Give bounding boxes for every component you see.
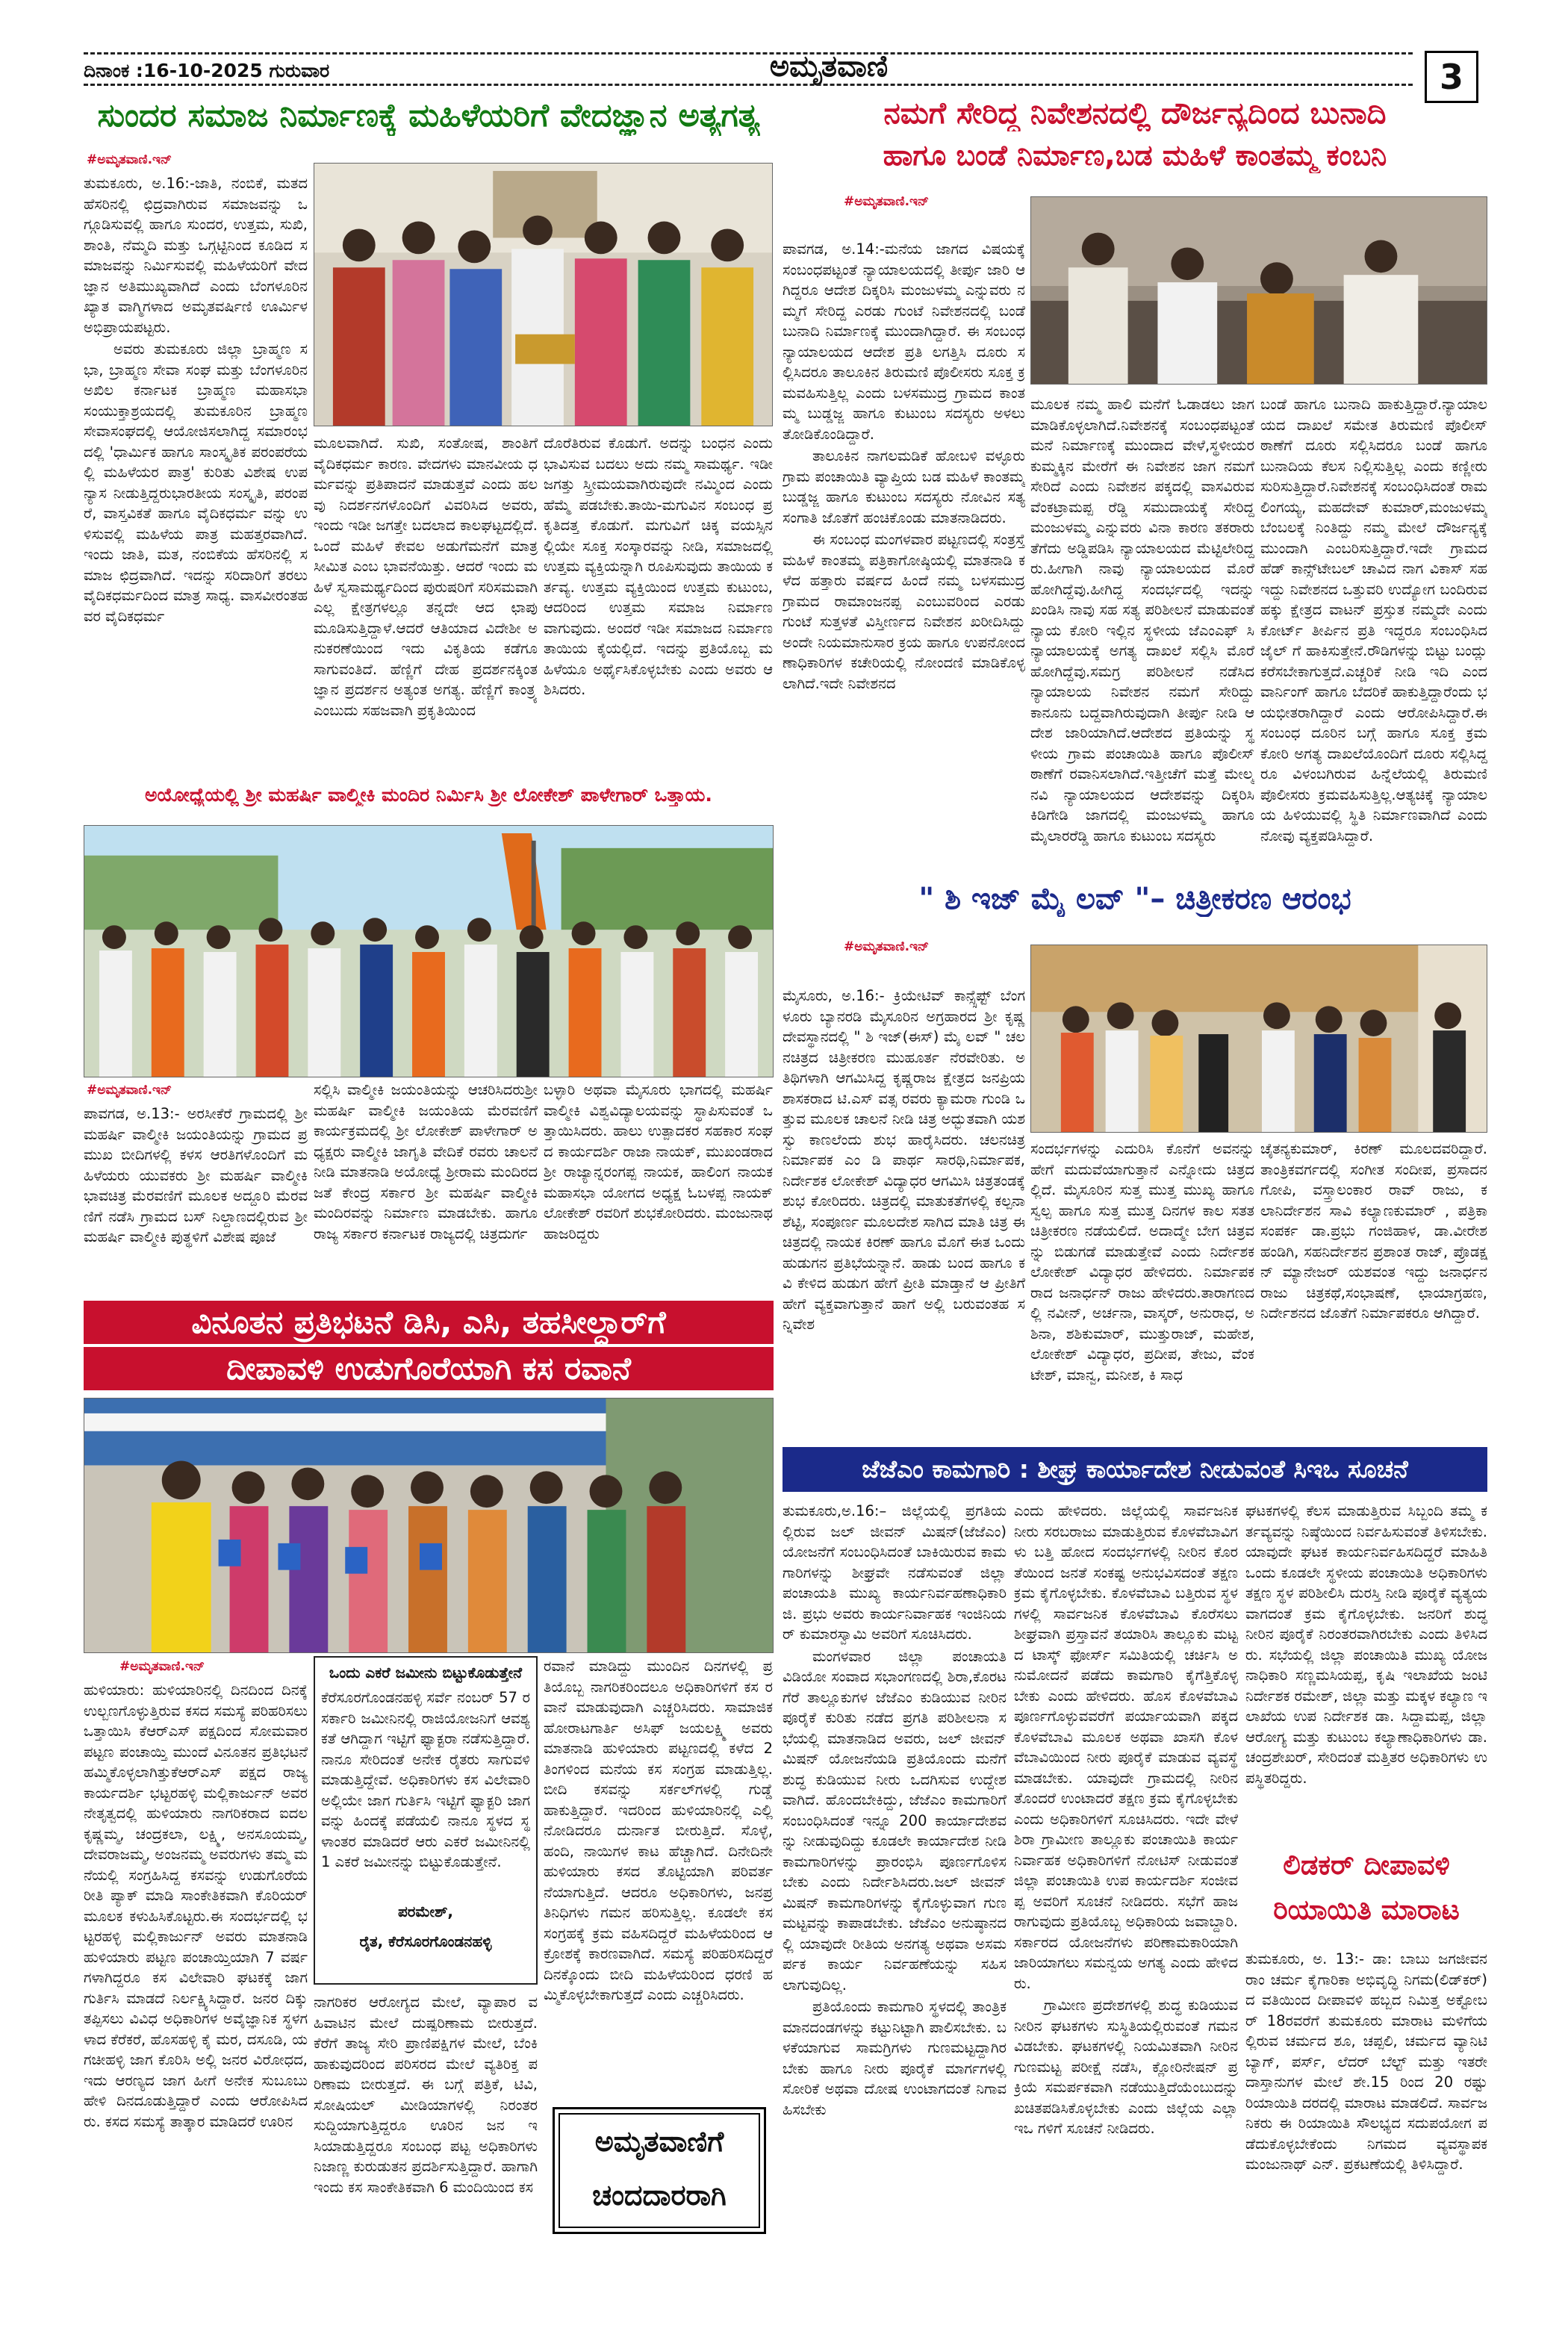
sidebar-box-body: ಕೆರೆಸೂರಗೊಂಡನಹಳ್ಳಿ ಸರ್ವೆ ನಂಬರ್ 57 ರ ಸರ್ಕಾರಿ ಜಮೀನಿನಲ್ಲಿ ರಾಜಿಯೋಜನಿಗೆ ಆವಶ್ಯಕತೆ ಆಗಿದ್ದಾಗ ಇಟ್ಟಿಗೆ ಫ್ಯಾಕ್ಟರಾ ನಡೆಸುತ್ತಿದ್ದಾರೆ. ನಾನೂ ಸೇರಿದಂತೆ ಅನೇಕ ರೈತರು ಸಾಗುವಳಿ ಮಾಡುತ್ತಿದ್ದೇವೆ. ಅಧಿಕಾರಿಗಳು ಕಸ ವಿಲೇವಾರಿ ಅಲ್ಲಿಯೇ ಜಾಗ ಗುರ್ತಿಸಿ ಇಟ್ಟಿಗೆ ಫ್ಯಾಕ್ಟರಿ ಜಾಗವನ್ನು ಹಿಂದಕ್ಕೆ ಪಡೆಯಲಿ ನಾನೂ ಸ್ಥಳದ ಸ್ಥಳಾಂತರ ಮಾಡಿದರೆ ಆರು ಎಕರೆ ಜಮೀನಿನಲ್ಲಿ 1 ಎಕರೆ ಜಮೀನನ್ನು ಬಿಟ್ಟುಕೊಡುತ್ತೇನೆ. (321, 1689, 530, 1870)
issue-date: ದಿನಾಂಕ :16-10-2025 ಗುರುವಾರ (84, 60, 330, 81)
article5-col1: ಮೈಸೂರು, ಅ.16:- ಕ್ರಿಯೇಟಿವ್ ಕಾನ್ಸ್ಸೆಪ್ಟ್ ಬೆಂಗಳೂರು ಬ್ಯಾನರಡಿ ಮೈಸೂರಿನ ಅಗ್ರಹಾರದ ಶ್ರೀ ಕೃಷ್ಣ ದೇವಸ್ಥಾನದಲ್ಲಿ " ಶಿ ಇಜ್(ಈಸ್) ಮೈ ಲವ್ " ಚಲನಚಿತ್ರದ ಚಿತ್ರೀಕರಣ ಮುಹೂರ್ತ ನೆರವೇರಿತು. ಅತಿಥಿಗಳಾಗಿ ಆಗಮಿಸಿದ್ದ ಕೃಷ್ಣರಾಜ ಕ್ಷೇತ್ರದ ಜನಪ್ರಿಯ ಶಾಸಕರಾದ ಟಿ.ಎಸ್ ವತ್ಸ ರವರು ಕ್ಯಾಮರಾ ಗುಂಡಿ ಒತ್ತುವ ಮೂಲಕ ಚಾಲನೆ ನೀಡಿ ಚಿತ್ರ ಅದ್ಭುತವಾಗಿ ಯಶಸ್ವು ಕಾಣಲೆಂದು ಶುಭ ಹಾರೈಸಿದರು. ಚಲನಚಿತ್ರ ನಿರ್ಮಾಪಕ ಎಂ ಡಿ ಪಾರ್ಥ ಸಾರಥಿ,ನಿರ್ಮಾಪಕ,ನಿರ್ದೇಶಕ ಲೋಕೇಶ್ ವಿದ್ಯಾಧರ ಆಗಮಿಸಿ ಚಿತ್ರತಂಡಕ್ಕೆ ಶುಭ ಕೋರಿದರು. ಚಿತ್ರದಲ್ಲಿ ಮಾತುಕತೆಗಳಲ್ಲಿ ಕಲ್ಪನಾ ಶೆಟ್ಟಿ, ಸಂಪೂರ್ಣ ಮೂಲದೇಶ ಸಾಗಿದ ಮಾತಿ ಚಿತ್ರ ಈ ಚಿತ್ರದಲ್ಲಿ ನಾಯಕ ಕಿರಣ್ ಹಾಗೂ ಮೊಗೆ ಈತ ಒಂದು ಹುಡುಗನ ಪ್ರತಿಭೆಯನ್ನಾನೆ. ಹಾಡು ಬಂದ ಹಾಗೂ ಕವಿ ಕೇಳಿದ ಹುಡುಗ ಹೇಗೆ ಪ್ರೀತಿ ಮಾಡ್ತಾನೆ ಆ ಪ್ರೀತಿಗೆ ಹೇಗೆ ವ್ಯಕ್ತವಾಗುತ್ತಾನೆ ಹಾಗೆ ಅಲ್ಲಿ ಬರುವಂತಹ ಸನ್ನಿವೇಶ (783, 987, 1025, 1333)
sidebar-box-title: ಒಂದು ಎಕರೆ ಜಮೀನು ಬಿಟ್ಟುಕೊಡುತ್ತೇನೆ (329, 1664, 523, 1681)
newspaper-name: ಅಮೃತವಾಣಿ (769, 49, 889, 84)
article6-col3: ಘಟಕಗಳಲ್ಲಿ ಕೆಲಸ ಮಾಡುತ್ತಿರುವ ಸಿಬ್ಬಂದಿ ತಮ್ಮ ಕರ್ತವ್ಯವನ್ನು ನಿಷ್ಠೆಯಿಂದ ನಿರ್ವಹಿಸುವಂತೆ ತಿಳಿಸಬೇಕು.ಯಾವುದೇ ಘಟಕ ಕಾರ್ಯನಿರ್ವಹಿಸದಿದ್ದರೆ ಮಾಹಿತಿ ಒಂದು ಕೂಡಲೇ ಸ್ಥಳೀಯ ಪಂಚಾಯಿತಿ ಅಧಿಕಾರಿಗಳು ತಕ್ಷಣ ಸ್ಥಳ ಪರಿಶೀಲಿಸಿ ದುರಸ್ತಿ ನೀಡಿ ಪೂರೈಕೆ ವ್ಯತ್ಯಯವಾಗದಂತೆ ಕ್ರಮ ಕೈಗೊಳ್ಳಬೇಕು. ಜನರಿಗೆ ಶುದ್ಧ ನೀರಿನ ಪೂರೈಕೆ ನಿರಂತರವಾಗಿರಬೇಕು ಎಂದು ತಿಳಿಸಿದರು. ಸಭೆಯಲ್ಲಿ ಜಿಲ್ಲಾ ಪಂಚಾಯಿತಿ ಮುಖ್ಯ ಯೋಜನಾಧಿಕಾರಿ ಸಣ್ಣಮಸಿಯಪ್ಪ, ಕೃಷಿ ಇಲಾಖೆಯ ಜಂಟಿ ನಿರ್ದೇಶಕ ರಮೇಶ್, ಜಿಲ್ಲಾ ಮತ್ತು ಮಕ್ಕಳ ಕಲ್ಯಾಣ ಇಲಾಖೆಯ ಉಪ ನಿರ್ದೇಶಕ ಡಾ. ಸಿದ್ದಾಮಪ್ಪ, ಜಿಲ್ಲಾ ಆರೋಗ್ಯ ಮತ್ತು ಕುಟುಂಬ ಕಲ್ಯಾಣಾಧಿಕಾರಿಗಳು ಡಾ. ಚಂದ್ರಶೇಖರ್, ಸೇರಿದಂತೆ ಮತ್ತಿತರ ಅಧಿಕಾರಿಗಳು ಉಪಸ್ಥಿತರಿದ್ದರು. (1245, 1502, 1487, 1787)
article2-photo (84, 825, 774, 1077)
article4-col2: ಮೂಲಕ ನಮ್ಮ ಹಾಲಿ ಮನೆಗೆ ಓಡಾಡಲು ಜಾಗ ಮಾಡಿಕೊಳ್ಳಲಾಗಿದೆ.ನಿವೇಶನಕ್ಕೆ ಸಂಬಂಧಪಟ್ಟಂತೆ ಮನೆ ನಿರ್ಮಾಣಕ್ಕೆ ಮುಂದಾದ ವೇಳೆ,ಸ್ಥಳೀಯರ ಕುಮ್ಮಕ್ಕಿನ ಮೇರೆಗೆ ಈ ನಿವೇಶನ ಜಾಗ ನಮಗೆ ಸೇರಿದೆ ಎಂದು ನಿವೇಶನ ಪಕ್ಕದಲ್ಲಿ ವಾಸವಿರುವ ವೆಂಕಟ್ರಾಮಪ್ಪ ರೆಡ್ಡಿ ಸಮುದಾಯಕ್ಕೆ ಸೇರಿದ್ದ ಮಂಜುಳಮ್ಮ ಎನ್ನುವರು ವಿನಾ ಕಾರಣ ತಕರಾರು ತೆಗೆದು ಅಡ್ಡಿಪಡಿಸಿ ನ್ಯಾಯಾಲಯದ ಮೆಟ್ಟಿಲೇರಿದ್ದರು.ಹೀಗಾಗಿ ನಾವು ನ್ಯಾಯಾಲಯದ ಮೊರೆ ಹೋಗಿದ್ದೆವು.ಹೀಗಿದ್ದ ಸಂದರ್ಭದಲ್ಲಿ ಇದನ್ನು ಖಂಡಿಸಿ ನಾವು ಸಹ ಸತ್ಯ ಪರಿಶೀಲನೆ ಮಾಡುವಂತೆ ನ್ಯಾಯ ಕೋರಿ ಇಲ್ಲಿನ ಸ್ಥಳೀಯ ಜೆಎಂಎಫ್ ಸಿ ನ್ಯಾಯಾಲಯಕ್ಕೆ ಅಗತ್ಯ ದಾಖಲೆ ಸಲ್ಲಿಸಿ ಮೊರೆ ಹೋಗಿದ್ದೆವು.ಸಮಗ್ರ ಪರಿಶೀಲನೆ ನಡೆಸಿದ ನ್ಯಾಯಾಲಯ ನಿವೇಶನ ನಮಗೆ ಸೇರಿದ್ದು ಕಾನೂನು ಬದ್ದವಾಗಿರುವುದಾಗಿ ತೀರ್ಪು ನೀಡಿ ಆದೇಶ ಜಾರಿಯಾಗಿದೆ.ಆದೇಶದ ಪ್ರತಿಯನ್ನು ಸ್ಥಳೀಯ ಗ್ರಾಮ ಪಂಚಾಯಿತಿ ಹಾಗೂ ಪೊಲೀಸ್ ಠಾಣೆಗೆ ರವಾನಿಸಲಾಗಿದೆ.ಇತ್ತೀಚೆಗೆ ಮತ್ತೆ ಮೇಲ್ಮನವಿ ನ್ಯಾಯಾಲಯದ ಆದೇಶವನ್ನು ದಿಕ್ಕರಿಸಿ ಕಿಡಿಗೇಡಿ ಜಾಗದಲ್ಲಿ ಮಂಜುಳಮ್ಮ ಹಾಗೂ ಮೈಲಾರರೆಡ್ಡಿ ಹಾಗೂ ಕುಟುಂಬ ಸದಸ್ಯರು (1030, 396, 1254, 844)
subscribe-promo (553, 2107, 766, 2234)
article6-para5: ಗ್ರಾಮೀಣ ಪ್ರದೇಶಗಳಲ್ಲಿ ಶುದ್ಧ ಕುಡಿಯುವ ನೀರಿನ ಘಟಕಗಳು ಸುಸ್ಥಿತಿಯಲ್ಲಿರುವಂತೆ ಗಮನವಿಡಬೇಕು. ಘಟಕಗಳಲ್ಲಿ ನಿಯಮಿತವಾಗಿ ನೀರಿನ ಗುಣಮಟ್ಟ ಪರೀಕ್ಷೆ ನಡೆಸಿ, ಕ್ಲೋರಿನೇಷನ್ ಪ್ರಕ್ರಿಯೆ ಸಮರ್ಪಕವಾಗಿ ನಡೆಯುತ್ತಿದೆಯೆಂಬುದನ್ನು ಖಚಿತಪಡಿಸಿಕೊಳ್ಳಬೇಕು ಎಂದು ಜಿಲ್ಲೆಯ ಎಲ್ಲಾ ಇಒ ಗಳಿಗೆ ಸೂಚನೆ ನೀಡಿದರು. (1014, 1997, 1238, 2137)
article1-tag: #ಅಮೃತವಾಣಿ.ಇನ್ (87, 152, 172, 167)
article5-tag: #ಅಮೃತವಾಣಿ.ಇನ್ (844, 939, 930, 954)
article3-headline-line1: ವಿನೂತನ ಪ್ರತಿಭಟನೆ ಡಿಸಿ, ಎಸಿ, ತಹಸೀಲ್ದಾರ್‌ಗೆ (84, 1301, 774, 1344)
article4-tag: #ಅಮೃತವಾಣಿ.ಇನ್ (844, 194, 930, 209)
article3-tag: #ಅಮೃತವಾಣಿ.ಇನ್ (119, 1659, 205, 1674)
article3-col3: ರವಾನೆ ಮಾಡಿದ್ದು ಮುಂದಿನ ದಿನಗಳಲ್ಲಿ ಪ್ರತಿಯೊಬ್ಬ ನಾಗರಿಕರಿಂದಲೂ ಅಧಿಕಾರಿಗಳಿಗೆ ಕಸ ರವಾನೆ ಮಾಡುವುದಾಗಿ ಎಚ್ಚರಿಸಿದರು. ಸಾಮಾಜಿಕ ಹೋರಾಟಗಾರ್ತಿ ಅಸಿಫ್‌ ಜಯಲಕ್ಷ್ಮಿ ಅವರು ಮಾತನಾಡಿ ಹುಳಿಯಾರು ಪಟ್ಟಣದಲ್ಲಿ ಕಳೆದ 2 ತಿಂಗಳಿಂದ ಮನೆಯ ಕಸ ಸಂಗ್ರಹ ಮಾಡುತ್ತಿಲ್ಲ. ಬೀದಿ ಕಸವನ್ನು ಸರ್ಕಲ್‌ಗಳಲ್ಲಿ ಗುಡ್ಡೆ ಹಾಕುತ್ತಿದ್ದಾರೆ. ಇದರಿಂದ ಹುಳಿಯಾರಿನಲ್ಲಿ ಎಲ್ಲಿ ನೋಡಿದರೂ ದುರ್ನಾತ ಬೀರುತ್ತಿದೆ. ಸೊಳ್ಳೆ, ಹಂದಿ, ನಾಯಿಗಳ ಕಾಟ ಹೆಚ್ಚಾಗಿದೆ. ದಿನೇದಿನೇ ಹುಳಿಯಾರು ಕಸದ ತೊಟ್ಟಿಯಾಗಿ ಪರಿವರ್ತನೆಯಾಗುತ್ತಿದೆ. ಆದರೂ ಅಧಿಕಾರಿಗಳು, ಜನಪ್ರತಿನಿಧಿಗಳು ಗಮನ ಹರಿಸುತ್ತಿಲ್ಲ. ಕೂಡಲೇ ಕಸ ಸಂಗ್ರಹಕ್ಕೆ ಕ್ರಮ ವಹಿಸದಿದ್ದರೆ ಮಹಿಳೆಯರಿಂದ ಆಕ್ರೋಶಕ್ಕೆ ಕಾರಣವಾಗಿದೆ. ಸಮಸ್ಯೆ ಪರಿಹರಿಸದಿದ್ದರೆ ದಿನಕ್ಕೊಂದು ಬೀದಿ ಮಹಿಳೆಯರಿಂದ ಧರಣಿ ಹಮ್ಮಿಕೊಳ್ಳಬೇಕಾಗುತ್ತದೆ ಎಂದು ಎಚ್ಚರಿಸಿದರು. (544, 1658, 773, 2003)
article3-col2: ನಾಗರಿಕರ ಆರೋಗ್ಯದ ಮೇಲೆ, ವ್ಯಾಪಾರ ವಹಿವಾಟಿನ ಮೇಲೆ ದುಷ್ಪರಿಣಾಮ ಬೀರುತ್ತದೆ. ಕೆರೆಗೆ ತಾಜ್ಯ ಸೇರಿ ಪ್ರಾಣಿಪಕ್ಷಿಗಳ ಮೇಲೆ, ಬೆಂಕಿ ಹಾಕುವುದರಿಂದ ಪರಿಸರದ ಮೇಲೆ ವ್ಯತಿರಿಕ್ತ ಪರಿಣಾಮ ಬೀರುತ್ತದೆ. ಈ ಬಗ್ಗೆ ಪತ್ರಿಕೆ, ಟಿವಿ, ಸೋಷಿಯಲ್ ಮೀಡಿಯಾಗಳಲ್ಲಿ ನಿರಂತರ ಸುದ್ದಿಯಾಗುತ್ತಿದ್ದರೂ ಊರಿನ ಜನ ಇಸಿಯಾಡುತ್ತಿದ್ದರೂ ಸಂಬಂಧ ಪಟ್ಟ ಅಧಿಕಾರಿಗಳು ನಿಜಾಣ್ಣ ಕುರುಡುತನ ಪ್ರದರ್ಶಿಸುತ್ತಿದ್ದಾರೆ. ಹಾಗಾಗಿ ಇಂದು ಕಸ ಸಾಂಕೇತಿಕವಾಗಿ 6 ಮಂದಿಯಿಂದ ಕಸ (314, 1994, 538, 2196)
article3-col1: ಹುಳಿಯಾರು: ಹುಳಿಯಾರಿನಲ್ಲಿ ದಿನದಿಂದ ದಿನಕ್ಕೆ ಉಲ್ಬಣಗೊಳ್ಳುತ್ತಿರುವ ಕಸದ ಸಮಸ್ಯೆ ಪರಿಹರಿಸಲು ಒತ್ತಾಯಿಸಿ ಕೆಆರ್‌ಎಸ್ ಪಕ್ಷದಿಂದ ಸೋಮವಾರ ಪಟ್ಟಣ ಪಂಚಾಯ್ತಿ ಮುಂದೆ ವಿನೂತನ ಪ್ರತಿಭಟನೆ ಹಮ್ಮಿಕೊಳ್ಳಲಾಗಿತ್ತುಕೆಆರ್‌ಎಸ್ ಪಕ್ಷದ ರಾಜ್ಯ ಕಾರ್ಯದರ್ಶಿ ಭಟ್ಟರಹಳ್ಳಿ ಮಲ್ಲಿಕಾರ್ಜುನ್ ಅವರ ನೇತೃತ್ವದಲ್ಲಿ ಹುಳಿಯಾರು ನಾಗರಿಕರಾದ ಐದಲ ಕೃಷ್ಣಮ್ಮ, ಚಂದ್ರಕಲಾ, ಲಕ್ಷ್ಮಿ, ಅನಸೂಯಮ್ಮ, ದೇವರಾಜಮ್ಮ, ಅಂಜನಮ್ಮ ಅವರುಗಳು ತಮ್ಮ ಮನೆಯಲ್ಲಿ ಸಂಗ್ರಹಿಸಿದ್ದ ಕಸವನ್ನು ಉಡುಗೊರೆಯ ರೀತಿ ಪ್ಯಾಕ್ ಮಾಡಿ ಸಾಂಕೇತಿಕವಾಗಿ ಕೊರಿಯರ್ ಮೂಲಕ ಕಳುಹಿಸಿಕೊಟ್ಟರು.ಈ ಸಂದರ್ಭದಲ್ಲಿ ಭಟ್ಟರಹಳ್ಳಿ ಮಲ್ಲಿಕಾರ್ಜುನ್ ಅವರು ಮಾತನಾಡಿ ಹುಳಿಯಾರು ಪಟ್ಟಣ ಪಂಚಾಯ್ತಿಯಾಗಿ 7 ವರ್ಷಗಳಾಗಿದ್ದರೂ ಕಸ ವಿಲೇವಾರಿ ಘಟಕಕ್ಕೆ ಜಾಗ ಗುರ್ತಿಸಿ ಮಾಡದೆ ನಿರ್ಲಕ್ಷ್ಯಿಸಿದ್ದಾರೆ. ಜನರ ದಿಕ್ಕು ತಪ್ಪಿಸಲು ವಿವಿಧ ಅಧಿಕಾರಿಗಳ ಅವೈಜ್ಞಾನಿಕ ಸ್ಥಳಗಳಾದ ಕೆರೆಕರೆ, ಹೊಸಹಳ್ಳಿ ಕೈ ಮರ, ದಸೂಡಿ, ಯಗಚೀಹಳ್ಳಿ ಜಾಗ ಕೊರಿಸಿ ಅಲ್ಲಿ ಜನರ ವಿರೋಧದ, ಇದು ಆರಣ್ಯದ ಜಾಗ ಹೀಗೆ ಅನೇಕ ಸುಬೂಬು ಹೇಳಿ ದಿನದೂಡುತ್ತಿದ್ದಾರೆ ಎಂದು ಆರೋಪಿಸಿದರು. ಕಸದ ಸಮಸ್ಯೆ ತಾತ್ಕಾರ ಮಾಡಿದರೆ ಊರಿನ (84, 1681, 308, 2130)
article2-col2: ಸಲ್ಲಿಸಿ ವಾಲ್ಮೀಕಿ ಜಯಂತಿಯನ್ನು ಆಚರಿಸಿದರುಶ್ರೀ ಮಹರ್ಷಿ ವಾಲ್ಮೀಕಿ ಜಯಂತಿಯ ಮೆರವಣಿಗೆ ಕಾರ್ಯಕ್ರಮದಲ್ಲಿ ಶ್ರೀ ಲೋಕೇಶ್ ಪಾಳೇಗಾರ್ ಅಧ್ಯಕ್ಷರು ವಾಲ್ಮೀಕಿ ಜಾಗೃತಿ ವೇದಿಕೆ ರವರು ಚಾಲನೆ ನೀಡಿ ಮಾತನಾಡಿ ಅಯೋಧ್ಯೆ ಶ್ರೀರಾಮ ಮಂದಿರದ ಜತೆ ಕೇಂದ್ರ ಸರ್ಕಾರ ಶ್ರೀ ಮಹರ್ಷಿ ವಾಲ್ಮೀಕಿ ಮಂದಿರವನ್ನು ನಿರ್ಮಾಣ ಮಾಡಬೇಕು. ಹಾಗೂ ರಾಜ್ಯ ಸರ್ಕಾರ ಕರ್ನಾಟಕ ರಾಜ್ಯದಲ್ಲಿ ಚಿತ್ರದುರ್ಗ (314, 1081, 538, 1242)
article6-para2: ಮಂಗಳವಾರ ಜಿಲ್ಲಾ ಪಂಚಾಯತಿ ವಿಡಿಯೋ ಸಂವಾದ ಸಭಾಂಗಣದಲ್ಲಿ ಶಿರಾ,ಕೊರಟಗೆರೆ ತಾಲ್ಲೂಕುಗಳ ಜೆಜೆಎಂ ಕುಡಿಯುವ ನೀರಿನ ಪೂರೈಕೆ ಕುರಿತು ನಡೆದ ಪ್ರಗತಿ ಪರಿಶೀಲನಾ ಸಭೆಯಲ್ಲಿ ಮಾತನಾಡಿದ ಅವರು, ಜಲ್ ಜೀವನ್ ಮಿಷನ್ ಯೋಜನೆಯಡಿ ಪ್ರತಿಯೊಂದು ಮನೆಗೆ ಶುದ್ಧ ಕುಡಿಯುವ ನೀರು ಒದಗಿಸುವ ಉದ್ದೇಶವಾಗಿದೆ. ಹೊಂದಬೇಕಿದ್ದು, ಜೆಜೆಎಂ ಕಾಮಗಾರಿಗೆ ಸಂಬಂಧಿಸಿದಂತೆ ಇನ್ನೂ 200 ಕಾರ್ಯಾದೇಶವನ್ನು ನೀಡುವುದಿದ್ದು ಕೂಡಲೇ ಕಾರ್ಯಾದೇಶ ನೀಡಿ ಕಾಮಗಾರಿಗಳನ್ನು ಪ್ರಾರಂಭಿಸಿ ಪೂರ್ಣಗೊಳಿಸಬೇಕು ಎಂದು ನಿರ್ದೇಶಿಸಿದರು.ಜಲ್ ಜೀವನ್ ಮಿಷನ್ ಕಾಮಗಾರಿಗಳನ್ನು ಕೈಗೊಳ್ಳುವಾಗ ಗುಣಮಟ್ಟವನ್ನು ಕಾಪಾಡಬೇಕು. ಜೆಜೆಎಂ ಅನುಷ್ಠಾನದಲ್ಲಿ ಯಾವುದೇ ರೀತಿಯ ಅನಗತ್ಯ ಅಥವಾ ಅಸಮರ್ಪಕ ಕಾರ್ಯ ನಿರ್ವಹಣೆಯನ್ನು ಸಹಿಸಲಾಗುವುದಿಲ್ಲ. (783, 1647, 1007, 1994)
sidebar-box-signature-place: ರೈತ, ಕೆರೆಸೂರಗೊಂಡನಹಳ್ಳಿ (359, 1932, 492, 1950)
article4-para3: ಈ ಸಂಬಂಧ ಮಂಗಳವಾರ ಪಟ್ಟಣದಲ್ಲಿ ಸಂತ್ರಸ್ತೆ ಮಹಿಳೆ ಕಾಂತಮ್ಮ ಪತ್ರಿಕಾಗೋಷ್ಠಿಯಲ್ಲಿ ಮಾತನಾಡಿ ಕಳೆದ ಹತ್ತಾರು ವರ್ಷದ ಹಿಂದೆ ನಮ್ಮ ಬಳಸಮುದ್ರ ಗ್ರಾಮದ ರಾಮಾಂಜನಪ್ಪ ಎಂಬುವರಿಂದ ಎರಡು ಗುಂಟೆ ಸುತ್ತಳತೆ ವಿಸ್ತೀರ್ಣದ ನಿವೇಶನ ಖರೀದಿಸಿದ್ದು ಅಂದೇ ನಿಯಮಾನುಸಾರ ಕ್ರಯ ಹಾಗೂ ಉಪನೋಂದಣಾಧಿಕಾರಿಗಳ ಕಚೇರಿಯಲ್ಲಿ ನೋಂದಣಿ ಮಾಡಿಕೊಳ್ಳಲಾಗಿದೆ.ಇದೇ ನಿವೇಶನದ (783, 531, 1025, 692)
article5-headline: " ಶಿ ಇಜ್ ಮೈ ಲವ್ "– ಚಿತ್ರೀಕರಣ ಆರಂಭ (918, 882, 1351, 916)
article3-photo (84, 1398, 774, 1653)
article6-col2 (1014, 1501, 1238, 2255)
article1-photo (314, 163, 773, 426)
article5-col3: ಚೈತನ್ಯಕುಮಾರ್, ಕಿರಣ್ ಮೂಲದವರಿದ್ದಾರೆ. ತಾಂತ್ರಿಕವರ್ಗದಲ್ಲಿ ಸಂಗೀತ ಸಂದೀಪ, ಪ್ರಸಾದನ ಗೋಪಿ, ವಸ್ತ್ರಾಲಂಕಾರ ರಾವ್ ರಾಜು, ಕಲಾನಿರ್ದೇಶನ ಸಾವಿ ಕಲ್ಯಾಣಕುಮಾರ್ , ಪತ್ರಿಕಾ ಸಂಪರ್ಕ ಡಾ.ಪ್ರಭು ಗಂಜಿಹಾಳ, ಡಾ.ವೀರೇಶ ಹಂಡಿಗಿ, ಸಹನಿರ್ದೇಶನ ಪ್ರಶಾಂತ ರಾಜ್, ಪ್ರೊಡಕ್ಷನ್ ಮ್ಯಾನೇಜರ್ ಯಶವಂತ ಇದ್ದು ಜನಾರ್ಧನ ರಾಜು ಚಿತ್ರಕಥೆ,ಸಂಭಾಷಣೆ, ಛಾಯಾಗ್ರಹಣ, ನಿರ್ದೇಶನದ ಜೊತೆಗೆ ನಿರ್ಮಾಪಕರೂ ಆಗಿದ್ದಾರೆ. (1260, 1140, 1487, 1322)
article1-col3: ದೊರೆತಿರುವ ಕೊಡುಗೆ. ಅದನ್ನು ಬಂಧನ ಎಂದು ಭಾವಿಸುವ ಬದಲು ಅದು ನಮ್ಮ ಸಾಮರ್ಥ್ಯ. ಇಡೀ ಜಗತ್ತು ಸ್ತ್ರೀಮಯವಾಗಿರುವುದೇ ನಮ್ಮಿಂದ ಎಂದು ಹೆಮ್ಮೆ ಪಡಬೇಕು.ತಾಯಿ-ಮಗುವಿನ ಸಂಬಂಧ ಪ್ರಕೃತಿದತ್ತ ಕೊಡುಗೆ. ಮಗುವಿಗೆ ಚಿಕ್ಕ ವಯಸ್ಸಿನಲ್ಲಿಯೇ ಸೂಕ್ತ ಸಂಸ್ಕಾರವನ್ನು ನೀಡಿ, ಸಮಾಜದಲ್ಲಿ ಉತ್ತಮ ವ್ಯಕ್ತಿಯನ್ನಾಗಿ ರೂಪಿಸುವುದು ತಾಯಿಯ ಕರ್ತವ್ಯ. ಉತ್ತಮ ವ್ಯಕ್ತಿಯಿಂದ ಉತ್ತಮ ಕುಟುಂಬ, ಆದರಿಂದ ಉತ್ತಮ ಸಮಾಜ ನಿರ್ಮಾಣವಾಗುವುದು. ಅಂದರೆ ಇಡೀ ಸಮಾಜದ ನಿರ್ಮಾಣ ತಾಯಿಯ ಕೈಯಲ್ಲಿದೆ. ಇದನ್ನು ಪ್ರತಿಯೊಬ್ಬ ಮಹಿಳೆಯೂ ಅರ್ಥೈಸಿಕೊಳ್ಳಬೇಕು ಎಂದು ಅವರು ಆಶಿಸಿದರು. (544, 435, 773, 698)
article7-headline-line2: ರಿಯಾಯಿತಿ ಮಾರಾಟ (1273, 1894, 1460, 1926)
article4-para1: ಪಾವಗಡ, ಅ.14:-ಮನೆಯ ಜಾಗದ ವಿಷಯಕ್ಕೆ ಸಂಬಂಧಪಟ್ಟಂತೆ ನ್ಯಾಯಾಲಯದಲ್ಲಿ ತೀರ್ಪು ಜಾರಿ ಆಗಿದ್ದರೂ ಆದೇಶ ದಿಕ್ಕರಿಸಿ ಮಂಜುಳಮ್ಮ ಎನ್ನುವರು ನಮ್ಮಗೆ ಸೇರಿದ್ದ ಎರಡು ಗುಂಟೆ ನಿವೇಶನದಲ್ಲಿ ಬಂಡೆ ಬುನಾದಿ ನಿರ್ಮಾಣಕ್ಕೆ ಮುಂದಾಗಿದ್ದಾರೆ. ಈ ಸಂಬಂಧ ನ್ಯಾಯಾಲಯದ ಆದೇಶ ಪ್ರತಿ ಲಗತ್ತಿಸಿ ದೂರು ಸಲ್ಲಿಸಿದರೂ ತಾಲೂಕಿನ ತಿರುಮಣಿ ಪೊಲೀಸರು ಸೂಕ್ತ ಕ್ರಮವಹಿಸುತ್ತಿಲ್ಲ ಎಂದು ಬಳಸಮುದ್ರ ಗ್ರಾಮದ ಕಾಂತಮ್ಮ ಬುಡ್ಡಜ್ಜ ಹಾಗೂ ಕುಟುಂಬ ಸದಸ್ಯರು ಅಳಲು ತೋಡಿಕೊಂಡಿದ್ದಾರೆ. (783, 240, 1025, 443)
article1-headline: ಸುಂದರ ಸಮಾಜ ನಿರ್ಮಾಣಕ್ಕೆ ಮಹಿಳೆಯರಿಗೆ ವೇದಜ್ಞಾನ ಅತ್ಯಗತ್ಯ (97, 97, 760, 134)
article2-headline: ಅಯೋಧ್ಯೆಯಲ್ಲಿ ಶ್ರೀ ಮಹರ್ಷಿ ವಾಲ್ಮೀಕಿ ಮಂದಿರ ನಿರ್ಮಿಸಿ ಶ್ರೀ ಲೋಕೇಶ್ ಪಾಳೇಗಾರ್ ಒತ್ತಾಯ. (145, 784, 712, 806)
masthead-rule-bottom (84, 84, 1413, 86)
article1-para1: ತುಮಕೂರು, ಅ.16:-ಜಾತಿ, ನಂಬಿಕೆ, ಮತದ ಹೆಸರಿನಲ್ಲಿ ಛಿದ್ರವಾಗಿರುವ ಸಮಾಜವನ್ನು ಒಗ್ಗೂಡಿಸುವಲ್ಲಿ ಹಾಗೂ ಸುಂದರ, ಉತ್ತಮ, ಸುಖಿ, ಶಾಂತಿ, ನೆಮ್ಮದಿ ಮತ್ತು ಒಗ್ಗಟ್ಟಿನಿಂದ ಕೂಡಿದ ಸಮಾಜವನ್ನು ನಿರ್ಮಿಸುವಲ್ಲಿ ಮಹಿಳೆಯರಿಗೆ ವೇದಜ್ಞಾನ ಅತಿಮುಖ್ಯವಾಗಿದೆ ಎಂದು ಬೆಂಗಳೂರಿನ ಖ್ಯಾತ ವಾಗ್ಮಿಗಳಾದ ಅಮೃತವರ್ಷಿಣಿ ಊರ್ಮಿಳ ಅಭಿಪ್ರಾಯಪಟ್ಟರು. (84, 175, 308, 336)
article4-headline-line2: ಹಾಗೂ ಬಂಡೆ ನಿರ್ಮಾಣ,ಬಡ ಮಹಿಳೆ ಕಾಂತಮ್ಮ ಕಂಬನಿ (883, 139, 1387, 172)
page-number: 3 (1425, 51, 1478, 103)
article4-col1 (783, 239, 1025, 1081)
article6-headline: ಜೆಜೆಎಂ ಕಾಮಗಾರಿ : ಶೀಘ್ರ ಕಾರ್ಯಾದೇಶ ನೀಡುವಂತೆ ಸಿಇಒ ಸೂಚನೆ (783, 1447, 1487, 1492)
article6-para4: ಎಂದು ಹೇಳಿದರು. ಜಿಲ್ಲೆಯಲ್ಲಿ ಸಾರ್ವಜನಿಕ ನೀರು ಸರಬರಾಜು ಮಾಡುತ್ತಿರುವ ಕೊಳವೆಬಾವಿಗಳು ಬತ್ತಿ ಹೋದ ಸಂದರ್ಭಗಳಲ್ಲಿ ನೀರಿನ ಕೊರತೆಯಿಂದ ಜನತೆ ಸಂಕಷ್ಟ ಅನುಭವಿಸದಂತೆ ತಕ್ಷಣ ಕ್ರಮ ಕೈಗೊಳ್ಳಬೇಕು. ಕೊಳವೆಬಾವಿ ಬತ್ತಿರುವ ಸ್ಥಳಗಳಲ್ಲಿ ಸಾರ್ವಜನಿಕ ಕೊಳವೆಬಾವಿ ಕೊರೆಸಲು ಶೀಘ್ರವಾಗಿ ಪ್ರಸ್ತಾವನೆ ತಯಾರಿಸಿ ತಾಲ್ಲೂಕು ಮಟ್ಟದ ಟಾಸ್ಕ್ ಫೋರ್ಸ್ ಸಮಿತಿಯಲ್ಲಿ ಚರ್ಚಿಸಿ ಅನುಮೋದನೆ ಪಡೆದು ಕಾಮಗಾರಿ ಕೈಗೆತ್ತಿಕೊಳ್ಳಬೇಕು ಎಂದು ಹೇಳಿದರು. ಹೊಸ ಕೊಳವೆಬಾವಿ ಪೂರ್ಣಗೊಳ್ಳುವವರೆಗೆ ಪರ್ಯಾಯವಾಗಿ ಪಕ್ಕದ ಕೊಳವೆಬಾವಿ ಮೂಲಕ ಅಥವಾ ಖಾಸಗಿ ಕೊಳವೆಬಾವಿಯಿಂದ ನೀರು ಪೂರೈಕೆ ಮಾಡುವ ವ್ಯವಸ್ಥೆ ಮಾಡಬೇಕು. ಯಾವುದೇ ಗ್ರಾಮದಲ್ಲಿ ನೀರಿನ ತೊಂದರೆ ಉಂಟಾದರೆ ತಕ್ಷಣ ಕ್ರಮ ಕೈಗೊಳ್ಳಬೇಕು ಎಂದು ಅಧಿಕಾರಿಗಳಿಗೆ ಸೂಚಿಸಿದರು. ಇದೇ ವೇಳೆ ಶಿರಾ ಗ್ರಾಮೀಣ ತಾಲ್ಲೂಕು ಪಂಚಾಯಿತಿ ಕಾರ್ಯನಿರ್ವಾಹಕ ಅಧಿಕಾರಿಗಳಿಗೆ ನೋಟಿಸ್ ನೀಡುವಂತೆ ಜಿಲ್ಲಾ ಪಂಚಾಯಿತಿ ಉಪ ಕಾರ್ಯದರ್ಶಿ ಸಂಜೀವಪ್ಪ ಅವರಿಗೆ ಸೂಚನೆ ನೀಡಿದರು. ಸಭೆಗೆ ಹಾಜರಾಗುವುದು ಪ್ರತಿಯೊಬ್ಬ ಅಧಿಕಾರಿಯ ಜವಾಬ್ದಾರಿ. ಸರ್ಕಾರದ ಯೋಜನೆಗಳು ಪರಿಣಾಮಕಾರಿಯಾಗಿ ಜಾರಿಯಾಗಲು ಸಮನ್ವಯ ಅಗತ್ಯ ಎಂದು ಹೇಳಿದರು. (1014, 1502, 1238, 1992)
article4-para2: ತಾಲೂಕಿನ ನಾಗಲಮಡಿಕೆ ಹೋಬಳಿ ವಳ್ಳೂರು ಗ್ರಾಮ ಪಂಚಾಯಿತಿ ವ್ಯಾಪ್ತಿಯ ಬಡ ಮಹಿಳೆ ಕಾಂತಮ್ಮ ಬುಡ್ಡಜ್ಜ ಹಾಗೂ ಕುಟುಂಬ ಸದಸ್ಯರು ನೋವಿನ ಸತ್ಯ ಸಂಗಾತಿ ಜೊತೆಗೆ ಹಂಚಿಕೊಂಡು ಮಾತನಾಡಿದರು. (783, 447, 1025, 526)
article1-para2: ಅವರು ತುಮಕೂರು ಜಿಲ್ಲಾ ಬ್ರಾಹ್ಮಣ ಸಭಾ, ಬ್ರಾಹ್ಮಣ ಸೇವಾ ಸಂಘ ಮತ್ತು ಬೆಂಗಳೂರಿನ ಅಖಿಲ ಕರ್ನಾಟಕ ಬ್ರಾಹ್ಮಣ ಮಹಾಸಭಾ ಸಂಯುಕ್ತಾಶ್ರಯದಲ್ಲಿ ತುಮಕೂರಿನ ಬ್ರಾಹ್ಮಣ ಸೇವಾಸಂಘದಲ್ಲಿ ಆಯೋಜಿಸಲಾಗಿದ್ದ ಸಮಾರಂಭದಲ್ಲಿ 'ಧಾರ್ಮಿಕ ಹಾಗೂ ಸಾಂಸ್ಕೃತಿಕ ಪರಂಪರೆಯಲ್ಲಿ ಮಹಿಳೆಯರ ಪಾತ್ರ' ಕುರಿತು ವಿಶೇಷ ಉಪನ್ಯಾಸ ನೀಡುತ್ತಿದ್ದರುಭಾರತೀಯ ಸಂಸ್ಕೃತಿ, ಪರಂಪರೆ, ವಾಸ್ತವಿಕತೆ ಹಾಗೂ ವೈದಿಕಧರ್ಮ ವನ್ನು ಉಳಿಸುವಲ್ಲಿ ಮಹಿಳೆಯ ಪಾತ್ರ ಮಹತ್ತರವಾಗಿದೆ. ಇಂದು ಜಾತಿ, ಮತ, ನಂಬಿಕೆಯ ಹೆಸರಿನಲ್ಲಿ ಸಮಾಜ ಛಿದ್ರವಾಗಿದೆ. ಇದನ್ನು ಸರಿದಾರಿಗೆ ತರಲು ವೈದಿಕಧರ್ಮದಿಂದ ಮಾತ್ರ ಸಾಧ್ಯ. ವಾಸವೀರಂತಹವರ ವೈದಿಕಧರ್ಮ (84, 340, 308, 625)
article7-headline-line1: ಲಿಡಕರ್ ದೀಪಾವಳಿ (1283, 1849, 1450, 1881)
article3-headline-line2: ದೀಪಾವಳಿ ಉಡುಗೊರೆಯಾಗಿ ಕಸ ರವಾನೆ (84, 1347, 774, 1390)
article2-tag: #ಅಮೃತವಾಣಿ.ಇನ್ (87, 1083, 172, 1098)
article4-photo (1030, 196, 1487, 385)
article2-col1: ಪಾವಗಡ, ಅ.13:- ಅರಸೀಕೆರೆ ಗ್ರಾಮದಲ್ಲಿ ಶ್ರೀ ಮಹರ್ಷಿ ವಾಲ್ಮೀಕಿ ಜಯಂತಿಯನ್ನು ಗ್ರಾಮದ ಪ್ರಮುಖ ಬೀದಿಗಳಲ್ಲಿ ಕಳಸ ಆರತಿಗಳೊಂದಿಗೆ ಮಹಿಳೆಯರು ಯುವಕರು ಶ್ರೀ ಮಹರ್ಷಿ ವಾಲ್ಮೀಕಿ ಭಾವಚಿತ್ರ ಮೆರವಣಿಗೆ ಮೂಲಕ ಅದ್ದೂರಿ ಮೆರವಣಿಗೆ ನಡೆಸಿ ಗ್ರಾಮದ ಬಸ್ ನಿಲ್ದಾಣದಲ್ಲಿರುವ ಶ್ರೀ ಮಹರ್ಷಿ ವಾಲ್ಮೀಕಿ ಪುತ್ಥಳಿಗೆ ವಿಶೇಷ ಪೂಜೆ (84, 1105, 308, 1245)
sidebar-box-signature-name: ಪರಮೇಶ್, (397, 1903, 454, 1920)
article5-photo (1030, 945, 1487, 1133)
article6-para1: ತುಮಕೂರು,ಅ.16:– ಜಿಲ್ಲೆಯಲ್ಲಿ ಪ್ರಗತಿಯಲ್ಲಿರುವ ಜಲ್ ಜೀವನ್ ಮಿಷನ್(ಜೆಜೆಎಂ) ಯೋಜನೆಗೆ ಸಂಬಂಧಿಸಿದಂತೆ ಬಾಕಿಯಿರುವ ಕಾಮಗಾರಿಗಳನ್ನು ಶೀಘ್ರವೇ ನಡೆಸುವಂತೆ ಜಿಲ್ಲಾ ಪಂಚಾಯತಿ ಮುಖ್ಯ ಕಾರ್ಯನಿರ್ವಹಣಾಧಿಕಾರಿ ಜಿ. ಪ್ರಭು ಅವರು ಕಾರ್ಯನಿರ್ವಾಹಕ ಇಂಜಿನಿಯರ್ ಕುಮಾರಸ್ವಾಮಿ ಅವರಿಗೆ ಸೂಚಿಸಿದರು. (783, 1502, 1007, 1643)
article1-col1 (84, 173, 308, 836)
article6-para3: ಪ್ರತಿಯೊಂದು ಕಾಮಗಾರಿ ಸ್ಥಳದಲ್ಲಿ ತಾಂತ್ರಿಕ ಮಾನದಂಡಗಳನ್ನು ಕಟ್ಟುನಿಟ್ಟಾಗಿ ಪಾಲಿಸಬೇಕು. ಬಳಕೆಯಾಗುವ ಸಾಮಗ್ರಿಗಳು ಗುಣಮಟ್ಟದ್ದಾಗಿರಬೇಕು ಹಾಗೂ ನೀರು ಪೂರೈಕೆ ಮಾರ್ಗಗಳಲ್ಲಿ ಸೋರಿಕೆ ಅಥವಾ ದೋಷ ಉಂಟಾಗದಂತೆ ನಿಗಾವಹಿಸಬೇಕು (783, 1998, 1007, 2118)
article2-col3: ಬಳ್ಳಾರಿ ಅಥವಾ ಮೈಸೂರು ಭಾಗದಲ್ಲಿ ಮಹರ್ಷಿ ವಾಲ್ಮೀಕಿ ವಿಶ್ವವಿದ್ಯಾಲಯವನ್ನು ಸ್ಥಾಪಿಸುವಂತೆ ಒತ್ತಾಯಿಸಿದರು. ಹಾಲು ಉತ್ಪಾದಕರ ಸಹಕಾರ ಸಂಘದ ಕಾರ್ಯದರ್ಶಿ ರಾಜಾ ನಾಯಕ್, ಮುಖಂಡರಾದ ಶ್ರೀ ರಾಜ್ಯಾನ್ನರಂಗಪ್ಪ ನಾಯಕ, ಹಾಲಿಂಗ ನಾಯಕ ಮಹಾಸಭಾ ಯೋಗದ ಅಧ್ಯಕ್ಷ ಓಬಳಪ್ಪ ನಾಯಕ್ ಲೋಕೇಶ್ ರವರಿಗೆ ಶುಭಕೋರಿದರು. ಮಂಜುನಾಥ ಹಾಜರಿದ್ದರು (544, 1081, 773, 1242)
article4-headline-line1: ನಮಗೆ ಸೇರಿದ್ದ ನಿವೇಶನದಲ್ಲಿ ದೌರ್ಜನ್ಯದಿಂದ ಬುನಾದಿ (883, 96, 1387, 131)
article1-col2: ಮೂಲವಾಗಿದೆ. ಸುಖಿ, ಸಂತೋಷ, ಶಾಂತಿಗೆ ವೈದಿಕಧರ್ಮ ಕಾರಣ. ವೇದಗಳು ಮಾನವೀಯ ಧರ್ಮವನ್ನು ಪ್ರತಿಪಾದನೆ ಮಾಡುತ್ತವೆ ಎಂದು ಹಲವು ನಿದರ್ಶನಗಳೊಂದಿಗೆ ವಿವರಿಸಿದ ಅವರು, ಇಂದು ಇಡೀ ಜಗತ್ತೇ ಬದಲಾದ ಕಾಲಘಟ್ಟದಲ್ಲಿದೆ. ಒಂದೆ ಮಹಿಳೆ ಕೇವಲ ಅಡುಗೆಮನೆಗೆ ಮಾತ್ರ ಸೀಮಿತ ಎಂಬ ಭಾವನೆಯಿತ್ತು. ಆದರೆ ಇಂದು ಮಹಿಳೆ ಸ್ವಸಾಮರ್ಥ್ಯದಿಂದ ಪುರುಷರಿಗೆ ಸರಿಸಮವಾಗಿ ಎಲ್ಲ ಕ್ಷೇತ್ರಗಳಲ್ಲೂ ತನ್ನದೇ ಆದ ಛಾಪು ಮೂಡಿಸುತ್ತಿದ್ದಾಳೆ.ಆದರೆ ಆತಿಯಾದ ವಿದೇಶೀ ಅನುಕರಣೆಯಿಂದ ಇದು ವಿಕೃತಿಯ ಕಡೆಗೂ ಸಾಗುವಂತಿದೆ. ಹೆಣ್ಣಿಗೆ ದೇಹ ಪ್ರದರ್ಶನಕ್ಕಿಂತ ಜ್ಞಾನ ಪ್ರದರ್ಶನ ಅತ್ಯಂತ ಅಗತ್ಯ. ಹೆಣ್ಣಿಗೆ ಕಾಂತ್ರ್ಯ ಎಂಬುದು ಸಹಜವಾಗಿ ಪ್ರಕೃತಿಯಿಂದ (314, 435, 538, 719)
subscribe-promo-line1: ಅಮೃತವಾಣಿಗೆ (594, 2125, 724, 2158)
article3-sidebar-box (314, 1656, 538, 1985)
article4-col3: ಬಂಡೆ ಹಾಗೂ ಬುನಾದಿ ಹಾಕುತ್ತಿದ್ದಾರೆ.ನ್ಯಾಯಾಲಯದ ದಾಖಲೆ ಸಮೇತ ತಿರುಮಣಿ ಪೊಲೀಸ್ ಠಾಣೆಗೆ ದೂರು ಸಲ್ಲಿಸಿದರೂ ಬಂಡೆ ಹಾಗೂ ಬುನಾದಿಯ ಕೆಲಸ ನಿಲ್ಲಿಸುತ್ತಿಲ್ಲ ಎಂದು ಕಣ್ಣೀರು ಸುರಿಸುತ್ತಿದ್ದಾರೆ.ನಿವೇಶನಕ್ಕೆ ಸಂಬಂಧಿಸಿದಂತೆ ರಾಮಲಿಂಗಯ್ಯ, ಮಹದೇವ್ ಕುಮಾರ್,ಮಂಜುಳಮ್ಮ ಬೆಂಬಲಕ್ಕೆ ನಿಂತಿದ್ದು ನಮ್ಮ ಮೇಲೆ ದೌರ್ಜನ್ಯಕ್ಕೆ ಮುಂದಾಗಿ ಎಂಬರಿಸುತ್ತಿದ್ದಾರೆ.ಇದೇ ಗ್ರಾಮದ ಹೆಡ್ ಕಾನ್ಸ್‌ಟೇಬಲ್ ಚಾವಿದ ನಾಗ ವಿಕಾಸ್ ಸಹ ಇದ್ದು ನಿವೇಶನದ ಒತ್ತುವರಿ ಉದ್ಯೋಗ ಬಂದಿರುವ ಹಕ್ಕು ಕ್ಷೇತ್ರದ ವಾಟನ್ ಪ್ರಸ್ತುತ ನಮ್ಮದೇ ಎಂದು ಕೋರ್ಟ್ ತೀರ್ಪಿನ ಪ್ರತಿ ಇದ್ದರೂ ಸಂಬಂಧಿಸಿದ ಜೈಲ್ ಗೆ ಹಾಕಿಸುತ್ತೇನೆ.ರೌಡಿಗಳನ್ನು ಬಿಟ್ಟು ಬಂದ್ಲು ಕರೆಸಬೇಕಾಗುತ್ತದೆ.ಎಚ್ಚರಿಕೆ ನೀಡಿ ಇದಿ ಎಂದ ವಾರ್ನಿಂಗ್ ಹಾಗೂ ಬೆದರಿಕೆ ಹಾಕುತ್ತಿದ್ದಾರೆಂದು ಭಯಭೀತರಾಗಿದ್ದಾರೆ ಎಂದು ಆರೋಪಿಸಿದ್ದಾರೆ.ಈ ಸಂಬಂಧ ದೂರಿನ ಬಗ್ಗೆ ಹಾಗೂ ಸೂಕ್ತ ಕ್ರಮ ಕೋರಿ ಅಗತ್ಯ ದಾಖಲೆಯೊಂದಿಗೆ ದೂರು ಸಲ್ಲಿಸಿದ್ದರೂ ವಿಳಂಬಗಿರುವ ಹಿನ್ನೆಲೆಯಲ್ಲಿ ತಿರುಮಣಿ ಪೊಲೀಸರು ಕ್ರಮವಹಿಸುತ್ತಿಲ್ಲ.ಆತ್ಯಚಿಕ್ಕೆ ನ್ಯಾಯಾಲಯ ಹಿಳಿಯುವಲ್ಲಿ ಸ್ಥಿತಿ ನಿರ್ಮಾಣವಾಗಿದೆ ಎಂದು ನೋವು ವ್ಯಕ್ತಪಡಿಸಿದ್ದಾರೆ. (1260, 396, 1487, 844)
subscribe-promo-line2: ಚಂದದಾರರಾಗಿ (592, 2179, 727, 2212)
article7-body: ತುಮಕೂರು, ಅ. 13:- ಡಾ: ಬಾಬು ಜಗಜೀವನರಾಂ ಚರ್ಮ ಕೈಗಾರಿಕಾ ಅಭಿವೃದ್ಧಿ ನಿಗಮ(ಲಿಡ್‌ಕರ್)ದ ವತಿಯಿಂದ ದೀಪಾವಳಿ ಹಬ್ಬದ ನಿಮಿತ್ತ ಅಕ್ಟೋಬರ್ 18ರವರೆಗೆ ತುಮಕೂರು ಮಾರಾಟ ಮಳಿಗೆಯಲ್ಲಿರುವ ಚರ್ಮದ ಶೂ, ಚಪ್ಪಲಿ, ಚರ್ಮದ ವ್ಯಾನಿಟಿ ಬ್ಯಾಗ್, ಪರ್ಸ್, ಲೆದರ್ ಬೆಲ್ಟ್ ಮತ್ತು ಇತರೇ ದಾಸ್ತಾನುಗಳ ಮೇಲೆ ಶೇ.15 ರಿಂದ 20 ರಷ್ಟು ರಿಯಾಯಿತಿ ದರದಲ್ಲಿ ಮಾರಾಟ ಮಾಡಲಿದೆ. ಸಾರ್ವಜನಿಕರು ಈ ರಿಯಾಯಿತಿ ಸೌಲಭ್ಯದ ಸದುಪಯೋಗ ಪಡೆದುಕೊಳ್ಳಬೇಕೆಂದು ನಿಗಮದ ವ್ಯವಸ್ಥಾಪಕ ಮಂಜುನಾಥ್ ಎನ್. ಪ್ರಕಟಣೆಯಲ್ಲಿ ತಿಳಿಸಿದ್ದಾರೆ. (1245, 1950, 1487, 2173)
article6-col1 (783, 1501, 1007, 2255)
article5-col2: ಸಂದರ್ಭಗಳನ್ನು ಎದುರಿಸಿ ಕೊನೆಗೆ ಅವನನ್ನು ಹೇಗೆ ಮದುವೆಯಾಗುತ್ತಾನೆ ಎನ್ನೋದು ಚಿತ್ರದಲ್ಲಿದೆ. ಮೈಸೂರಿನ ಸುತ್ತ ಮುತ್ತ ಮುಖ್ಯ ಹಾಗೂ ಸ್ವಲ್ಪ ಹಾಗೂ ಸುತ್ತ ಮುತ್ತ ದಿನಗಳ ಕಾಲ ಸತತ ಚಿತ್ರೀಕರಣ ನಡೆಯಲಿದೆ. ಅದಾದ್ಮೇ ಬೇಗ ಚಿತ್ರವನ್ನು ಬಿಡುಗಡೆ ಮಾಡುತ್ತೇವೆ ಎಂದು ನಿರ್ದೇಶಕ ಲೋಕೇಶ್ ವಿದ್ಯಾಧರ ಹೇಳಿದರು. ನಿರ್ಮಾಪಕರಾದ ಜನಾರ್ಧನ್ ರಾಜು ಹೇಳಿದರು.ತಾರಾಗಣದಲ್ಲಿ ನವೀನ್, ಅರ್ಚನಾ, ವಾಸ್ಕರ್, ಅನುರಾಧ, ಅಶಿನಾ, ಶಶಿಕುಮಾರ್, ಮುತ್ತುರಾಜ್, ಮಹೇಶ, ಲೋಕೇಶ್ ವಿದ್ಯಾಧರ, ಪ್ರದೀಪ, ತೇಜು, ವೆಂಕಟೇಶ್, ಮಾನ್ವ, ಮನೀಶ, ಕಿ ಸಾಧ (1030, 1140, 1254, 1384)
